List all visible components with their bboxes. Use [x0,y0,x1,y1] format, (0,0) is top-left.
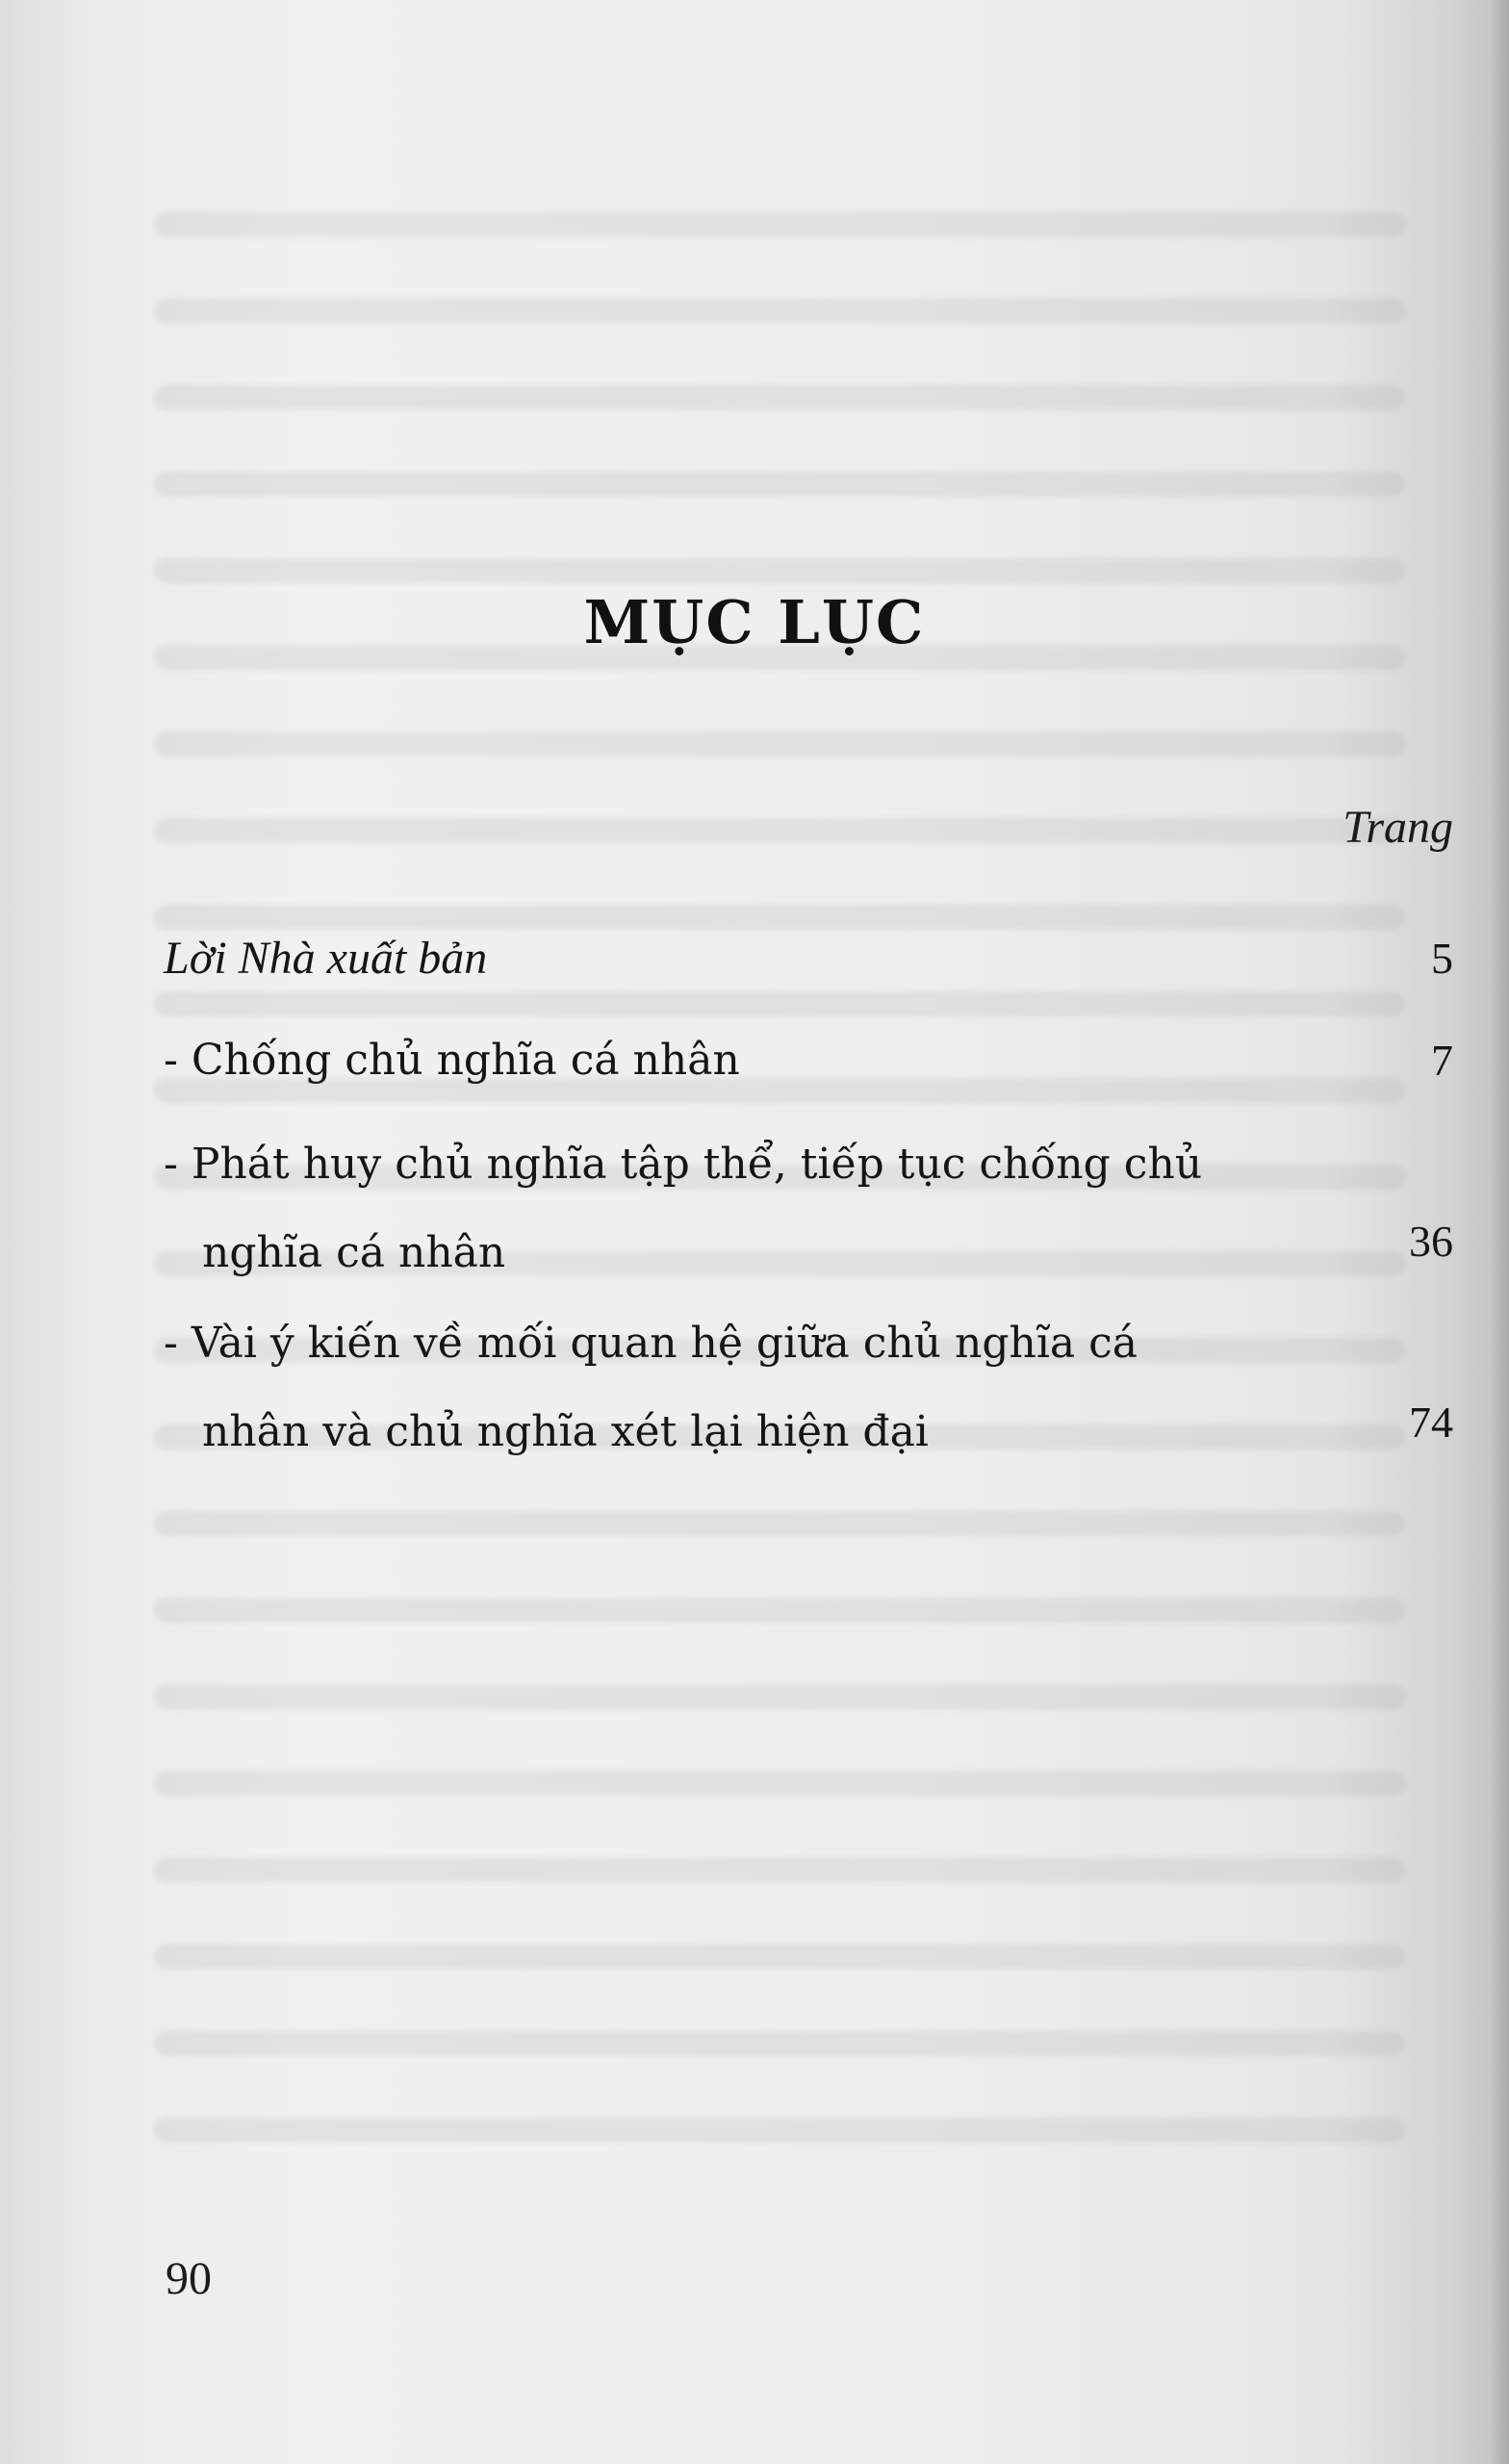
ghost-line [154,298,1405,323]
ghost-line [154,1684,1405,1709]
toc-entry-page: 74 [1409,1398,1453,1447]
toc-entry-page: 36 [1409,1217,1453,1266]
ghost-line [154,1511,1405,1536]
page-number: 90 [166,2253,212,2304]
ghost-line [154,385,1405,410]
toc-entry-label-continued: nghĩa cá nhân [202,1228,506,1277]
toc-entry [164,1120,1453,1299]
ghost-line [154,1598,1405,1623]
toc-entry-label-continued: nhân và chủ nghĩa xét lại hiện đại [202,1407,929,1456]
toc-entry-label: - Chống chủ nghĩa cá nhân [164,1036,740,1085]
toc-entry [164,1299,1453,1478]
table-of-contents [164,914,1453,1478]
ghost-line [154,212,1405,237]
toc-entry-page: 5 [1431,934,1453,983]
toc-entry [164,1016,1453,1113]
ghost-line [154,2118,1405,2143]
ghost-line [154,1944,1405,1969]
ghost-line [154,818,1405,843]
toc-entry [164,914,1453,1011]
toc-entry-label: - Phát huy chủ nghĩa tập thể, tiếp tục chống chủ [164,1140,1203,1189]
ghost-line [154,558,1405,583]
toc-title: MỤC LỤC [583,587,926,657]
toc-entry-label: - Vài ý kiến về mối quan hệ giữa chủ nghĩa cá [164,1319,1138,1368]
page-column-label: Trang [1343,802,1453,853]
ghost-line [154,2031,1405,2056]
ghost-line [154,1858,1405,1883]
toc-entry-page: 7 [1431,1036,1453,1085]
ghost-line [154,472,1405,497]
page-edge [1488,0,1509,2464]
ghost-line [154,732,1405,757]
ghost-line [154,1771,1405,1796]
toc-entry-label: Lời Nhà xuất bản [164,933,488,984]
